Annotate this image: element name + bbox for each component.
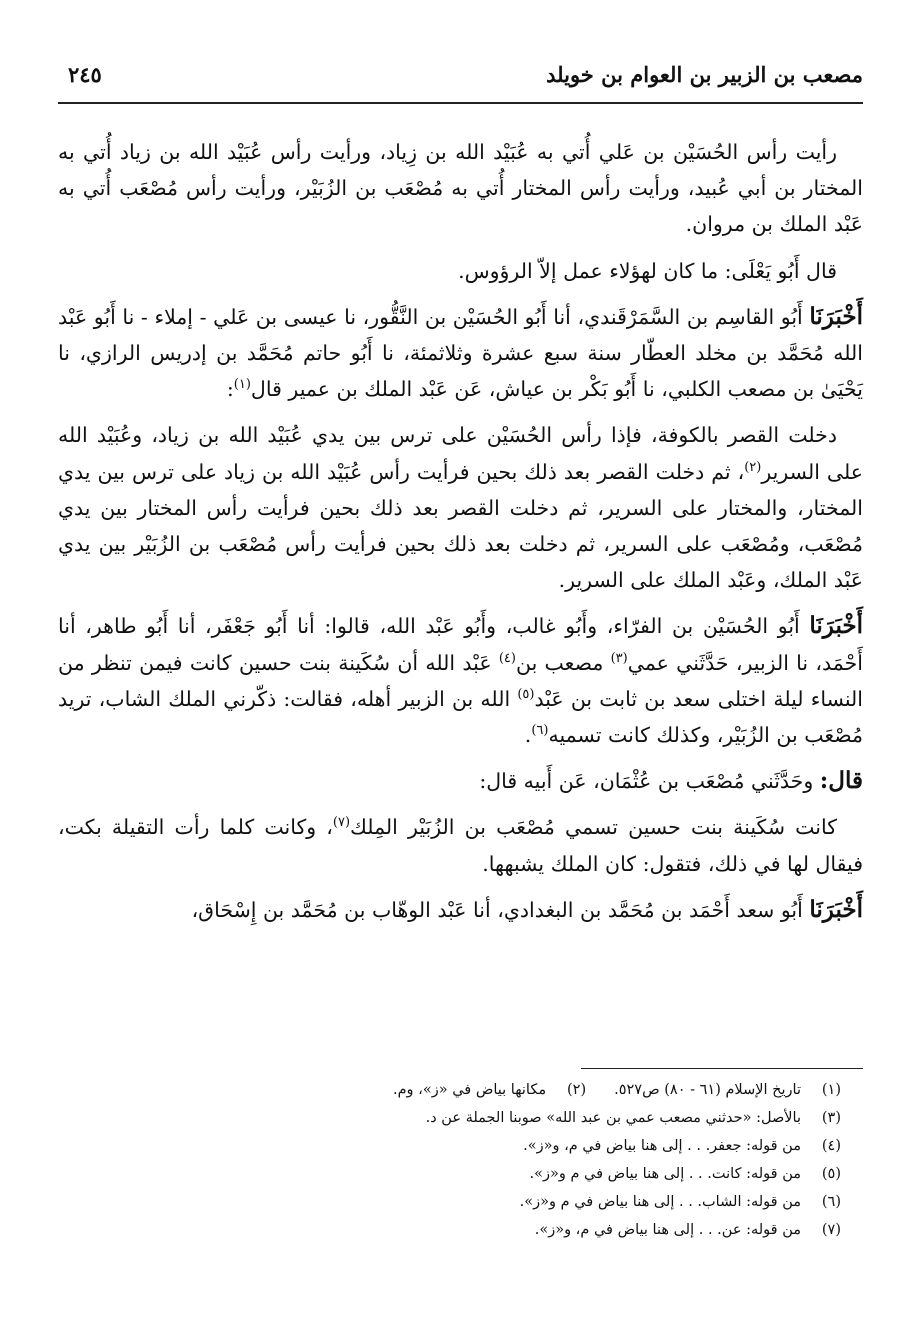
footnote-number: (٥) <box>821 1166 841 1182</box>
footnote-ref[interactable]: (٥) <box>517 687 535 703</box>
keyword: قال: <box>819 767 863 795</box>
paragraph-text: رأيت رأس الحُسَيْن بن عَلي أُتي به عُبَيْد الله بن زِياد، ورأيت رأس عُبَيْد الله بن زياد أُتي به المختار بن أبي عُبيد، ورأيت رأس المختار أُتي به مُصْعَب بن الزُبَيْر، ورأيت رأس مُصْعَب أُتي به عَبْد الملك بن مروان. <box>58 140 863 237</box>
footnote-number: (٤) <box>821 1138 841 1154</box>
footnote-number: (٧) <box>821 1222 841 1238</box>
paragraph-text: عَبْد الله أن سُكَينة بنت حسين كانت فيمن تنظر من النساء ليلة اختلى سعد بن ثابت بن عَبْد <box>58 650 864 711</box>
paragraph-text: وحَدَّثَني مُصْعَب بن عُثْمَان، عَن أَبيه قال: <box>479 769 820 794</box>
footnote-text: بالأصل: «حدثني مصعب عمي بن عبد الله» صوبنا الجملة عن د. <box>425 1110 801 1126</box>
footnote-number: (٣) <box>821 1110 841 1126</box>
footnote-text: من قوله: جعفر. . . إلى هنا بياض في م، و«ز». <box>523 1138 801 1154</box>
paragraph-text: قال أَبُو يَعْلَى: ما كان لهؤلاء عمل إلاّ الرؤوس. <box>458 258 837 283</box>
paragraph <box>58 299 863 408</box>
footnote-text: تاريخ الإسلام (٦١ - ٨٠) ص٥٢٧. <box>614 1082 801 1098</box>
footnote-text: من قوله: عن. . . إلى هنا بياض في م، و«ز». <box>534 1222 801 1238</box>
footnotes <box>58 1076 841 1244</box>
keyword: أَخْبَرَنَا <box>809 612 863 640</box>
paragraph-text: أَبُو القاسِم بن السَّمَرْقَندي، أنا أَبُو الحُسَيْن بن النَّقُّور، نا عيسى بن عَلي - إملاء - نا أَبُو عَبْد الله مُحَمَّد بن مخلد العطّار سنة سبع عشرة وثلاثمئة، نا أَبُو حاتم مُحَمَّد بن إدريس الرازي، نا يَحْيَىٰ بن مصعب الكلبي، نا أَبُو بَكْر بن عياش، عَن عَبْد الملك بن عمير قال <box>58 304 863 402</box>
paragraph-text: . <box>524 723 532 748</box>
paragraph-text: الله بن الزبير أهله، فقالت: ذكّرني الملك الشاب، تريد مُصْعَب بن الزُبَيْر، وكذلك كانت تسميه <box>58 686 863 748</box>
paragraph <box>58 253 863 289</box>
footnote-text: مكانها بياض في «ز»، وم. <box>392 1082 547 1098</box>
paragraph <box>58 608 863 753</box>
paragraph-text: ، ثم دخلت القصر بعد ذلك بحين فرأيت رأس عُبَيْد الله بن زياد على ترس بين يدي المختار، والمختار على السرير، ثم دخلت القصر بعد ذلك بحين فرأيت رأس المختار بين يدي مُصْعَب، ومُصْعَب على السرير، ثم دخلت بعد ذلك بحين فرأيت رأس مُصْعَب بن الزُبَيْر بين يدي عَبْد الملك، وعَبْد الملك على السرير. <box>58 459 863 593</box>
footnote-6 <box>58 1188 841 1216</box>
footnote-1 <box>614 1076 841 1104</box>
paragraph <box>58 134 863 243</box>
footnote-ref[interactable]: (٧) <box>332 815 351 831</box>
footnote-number: (٢) <box>566 1082 587 1098</box>
paragraph-text: أَبُو سعد أَحْمَد بن مُحَمَّد بن البغدادي، أنا عَبْد الوهّاب بن مُحَمَّد بن إِسْحَاق، <box>191 897 810 922</box>
paragraph-text: : <box>226 377 234 402</box>
footnote-ref[interactable]: (١) <box>233 377 251 393</box>
paragraph <box>58 417 863 598</box>
paragraph <box>58 809 863 881</box>
footnote-row <box>58 1076 841 1104</box>
running-title: مصعب بن الزبير بن العوام بن خويلد <box>546 62 863 87</box>
footnote-number: (١) <box>821 1082 841 1098</box>
page-header <box>58 56 863 104</box>
footnote-3 <box>58 1104 841 1132</box>
footnote-7 <box>58 1216 841 1244</box>
footnote-ref[interactable]: (٢) <box>744 459 762 475</box>
footnote-ref[interactable]: (٦) <box>531 723 549 739</box>
footnote-divider <box>581 1068 863 1069</box>
footnote-2 <box>393 1076 586 1104</box>
footnote-ref[interactable]: (٤) <box>498 650 516 666</box>
keyword: أَخْبَرَنَا <box>809 302 863 330</box>
main-text <box>58 134 863 938</box>
paragraph-text: ، وكانت كلما رأت التقيلة بكت، فيقال لها في ذلك، فتقول: كان الملك يشبهها. <box>58 815 863 876</box>
footnote-ref[interactable]: (٣) <box>610 650 628 666</box>
paragraph <box>58 763 863 799</box>
footnote-number: (٦) <box>821 1194 841 1210</box>
footnote-5 <box>58 1160 841 1188</box>
footnote-text: من قوله: الشاب. . . إلى هنا بياض في م و«ز». <box>519 1194 801 1210</box>
paragraph-text: أَبُو الحُسَيْن بن الفرّاء، وأَبُو غالب، وأَبُو عَبْد الله، قالوا: أنا أَبُو جَعْفَر، أنا أَبُو طاهر، أنا أَحْمَد، نا الزبير، حَدَّثَني عمي <box>58 614 863 675</box>
keyword: أَخْبَرَنَا <box>809 895 863 923</box>
paragraph-text: دخلت القصر بالكوفة، فإذا رأس الحُسَيْن على ترس بين يدي عُبَيْد الله بن زياد، وعُبَيْد الله على السرير <box>58 423 863 484</box>
page-number: ٢٤٥ <box>68 62 102 87</box>
paragraph <box>58 892 863 928</box>
paragraph-text: مصعب بن <box>515 650 611 675</box>
footnote-text: من قوله: كانت. . . إلى هنا بياض في م و«ز». <box>529 1166 801 1182</box>
paragraph-text: كانت سُكَينة بنت حسين تسمي مُصْعَب بن الزُبَيْر المِلك <box>350 815 838 840</box>
footnote-4 <box>58 1132 841 1160</box>
